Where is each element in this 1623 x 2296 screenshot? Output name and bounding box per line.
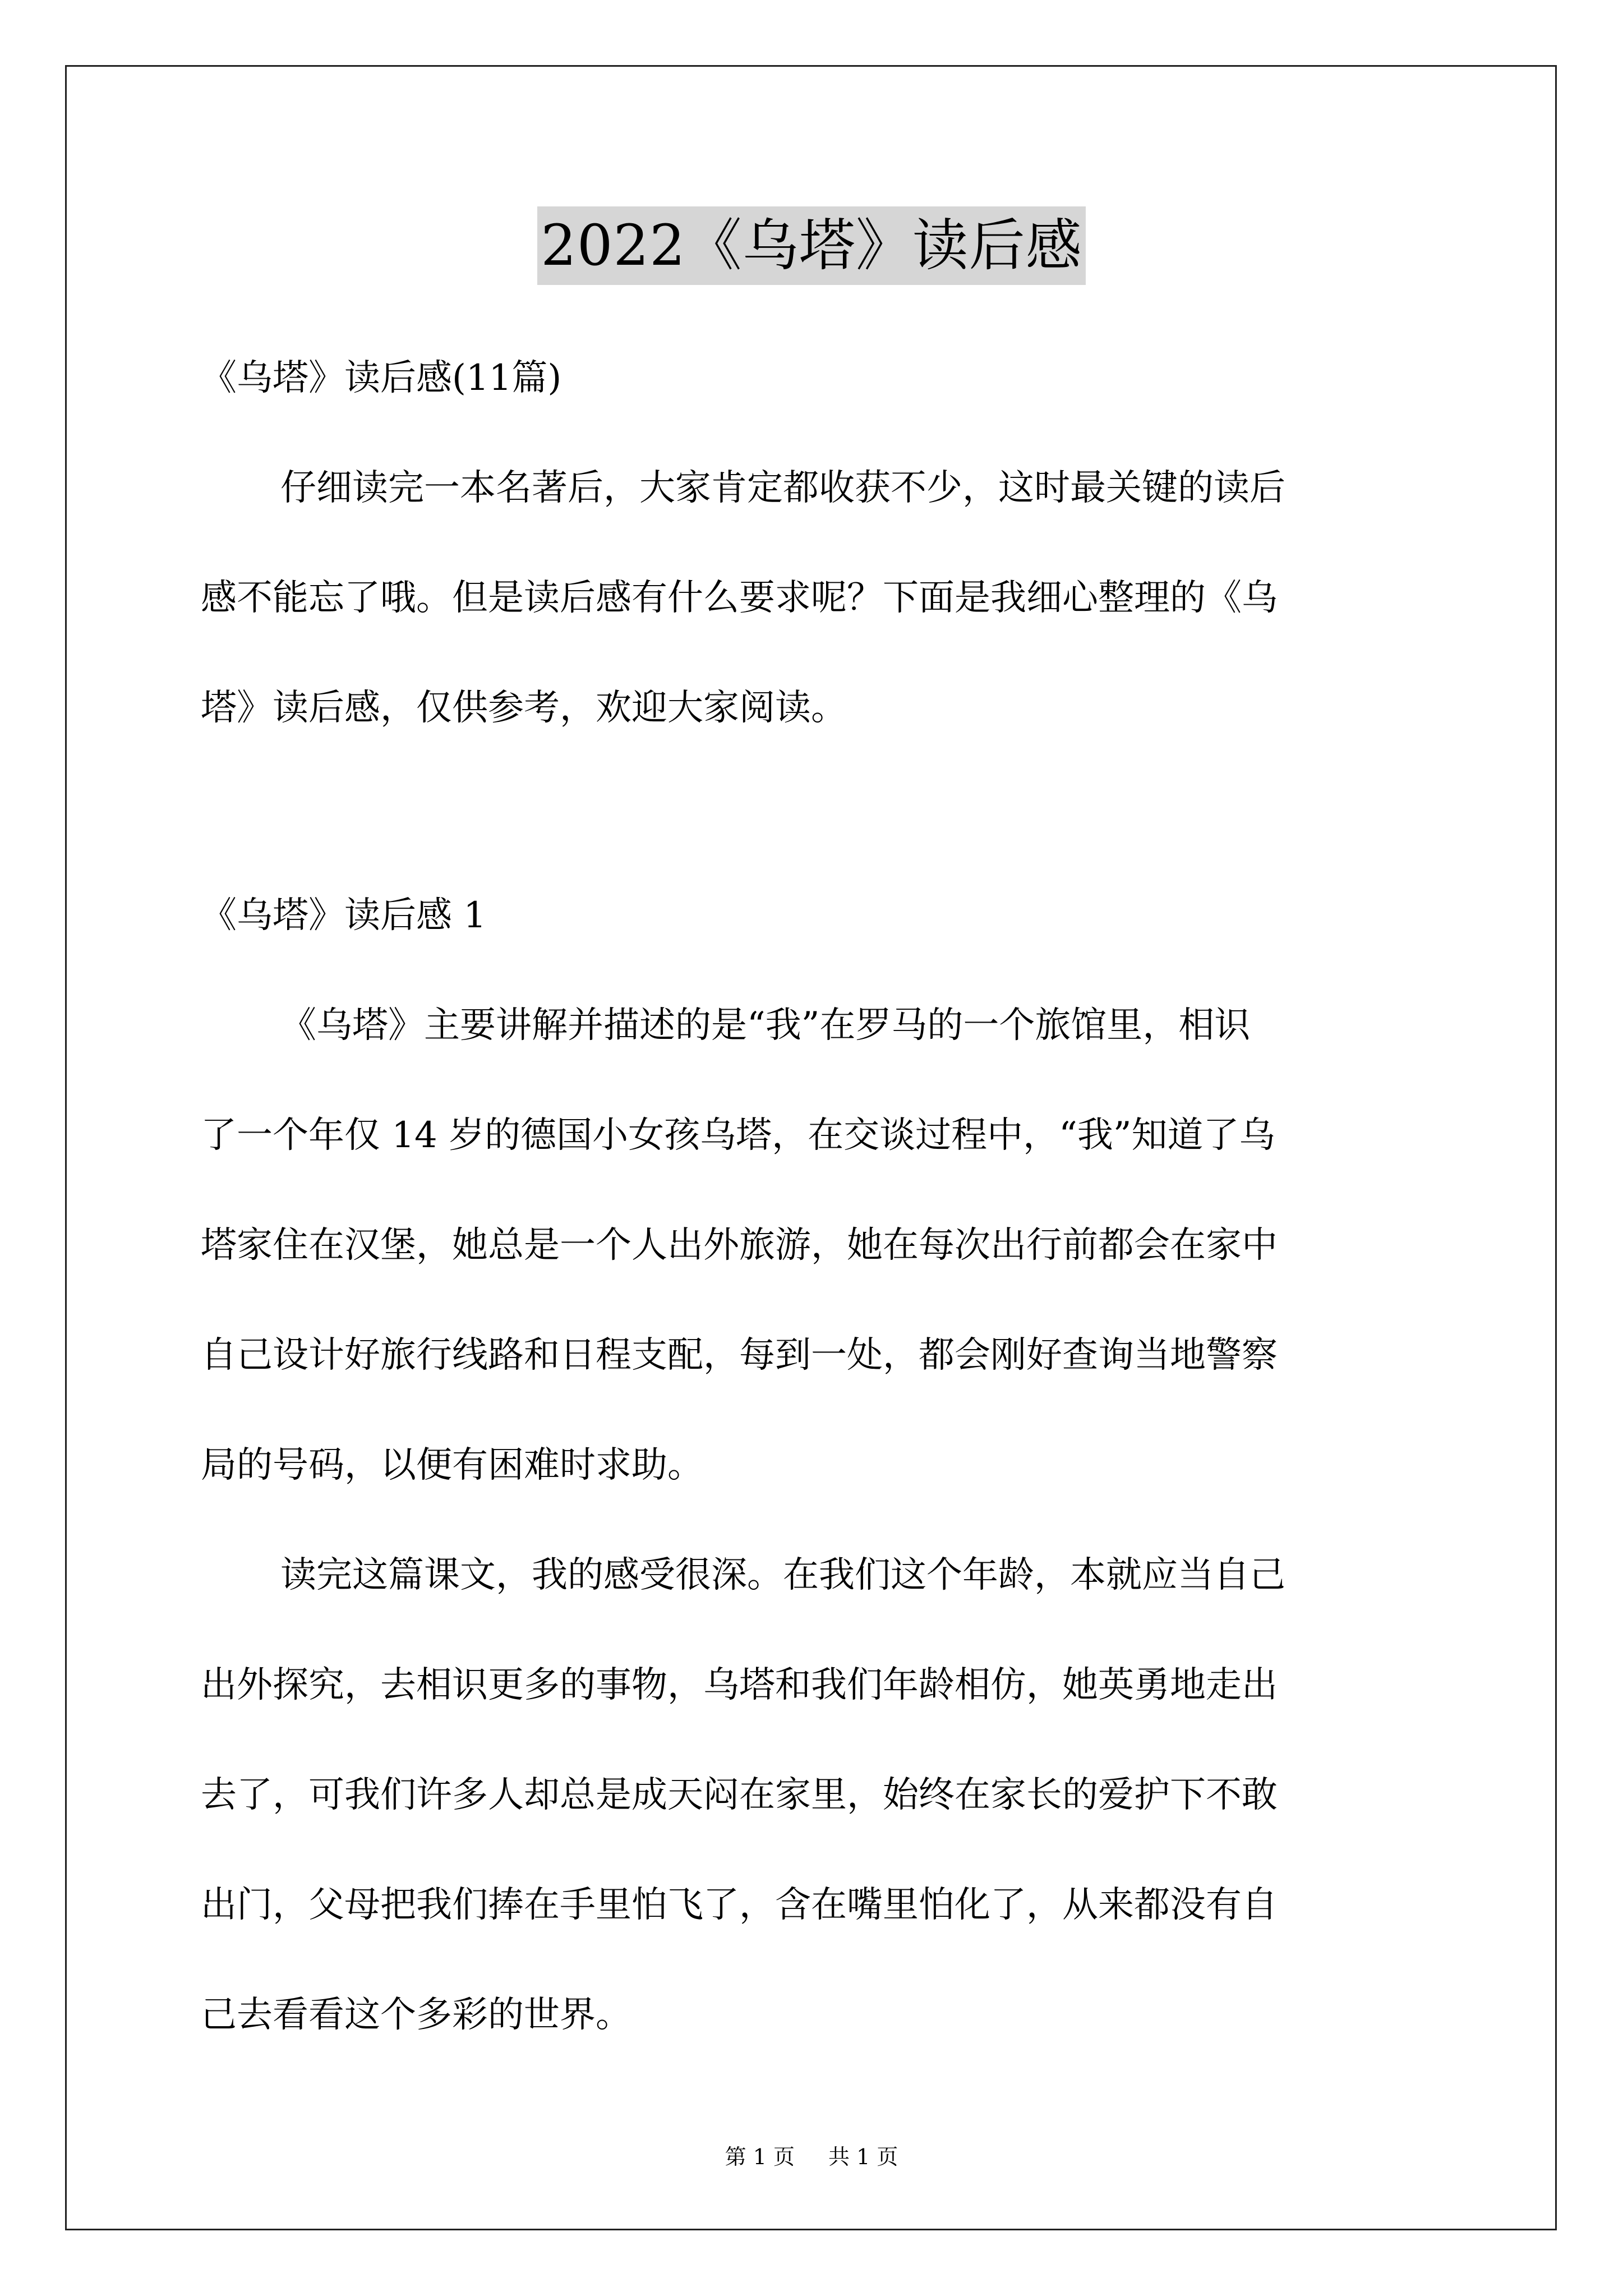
intro-line-1: 仔细读完一本名著后，大家肯定都收获不少，这时最关键的读后 <box>280 467 1285 509</box>
page-total: 共 1 页 <box>828 2145 898 2169</box>
para2-line-4: 出门，父母把我们捧在手里怕飞了，含在嘴里怕化了，从来都没有自 <box>201 1884 1278 1926</box>
para2-line-5: 己去看看这个多彩的世界。 <box>201 1994 631 2036</box>
para2-line-3: 去了，可我们许多人却总是成天闷在家里，始终在家长的爱护下不敢 <box>201 1774 1278 1816</box>
intro-line-3: 塔》读后感，仅供参考，欢迎大家阅读。 <box>201 687 847 729</box>
page-footer <box>0 2143 1623 2171</box>
page-number: 第 1 页 <box>725 2145 795 2169</box>
para1-line-5: 局的号码，以便有困难时求助。 <box>201 1444 703 1486</box>
para1-line-4: 自己设计好旅行线路和日程支配，每到一处，都会刚好查询当地警察 <box>201 1335 1278 1376</box>
intro-line-2: 感不能忘了哦。但是读后感有什么要求呢？下面是我细心整理的《乌 <box>201 577 1278 619</box>
para2-line-1: 读完这篇课文，我的感受很深。在我们这个年龄，本就应当自己 <box>280 1554 1285 1596</box>
title-container <box>0 206 1623 285</box>
para1-line-1: 《乌塔》主要讲解并描述的是“我”在罗马的一个旅馆里，相识 <box>280 1005 1251 1046</box>
document-title: 2022《乌塔》读后感 <box>537 206 1086 285</box>
para1-line-2: 了一个年仅 14 岁的德国小女孩乌塔，在交谈过程中，“我”知道了乌 <box>201 1115 1275 1156</box>
para1-line-3: 塔家住在汉堡，她总是一个人出外旅游，她在每次出行前都会在家中 <box>201 1225 1278 1266</box>
document-subtitle: 《乌塔》读后感(11篇) <box>201 357 562 399</box>
para2-line-2: 出外探究，去相识更多的事物，乌塔和我们年龄相仿，她英勇地走出 <box>201 1664 1278 1706</box>
section-heading: 《乌塔》读后感 1 <box>201 895 487 936</box>
